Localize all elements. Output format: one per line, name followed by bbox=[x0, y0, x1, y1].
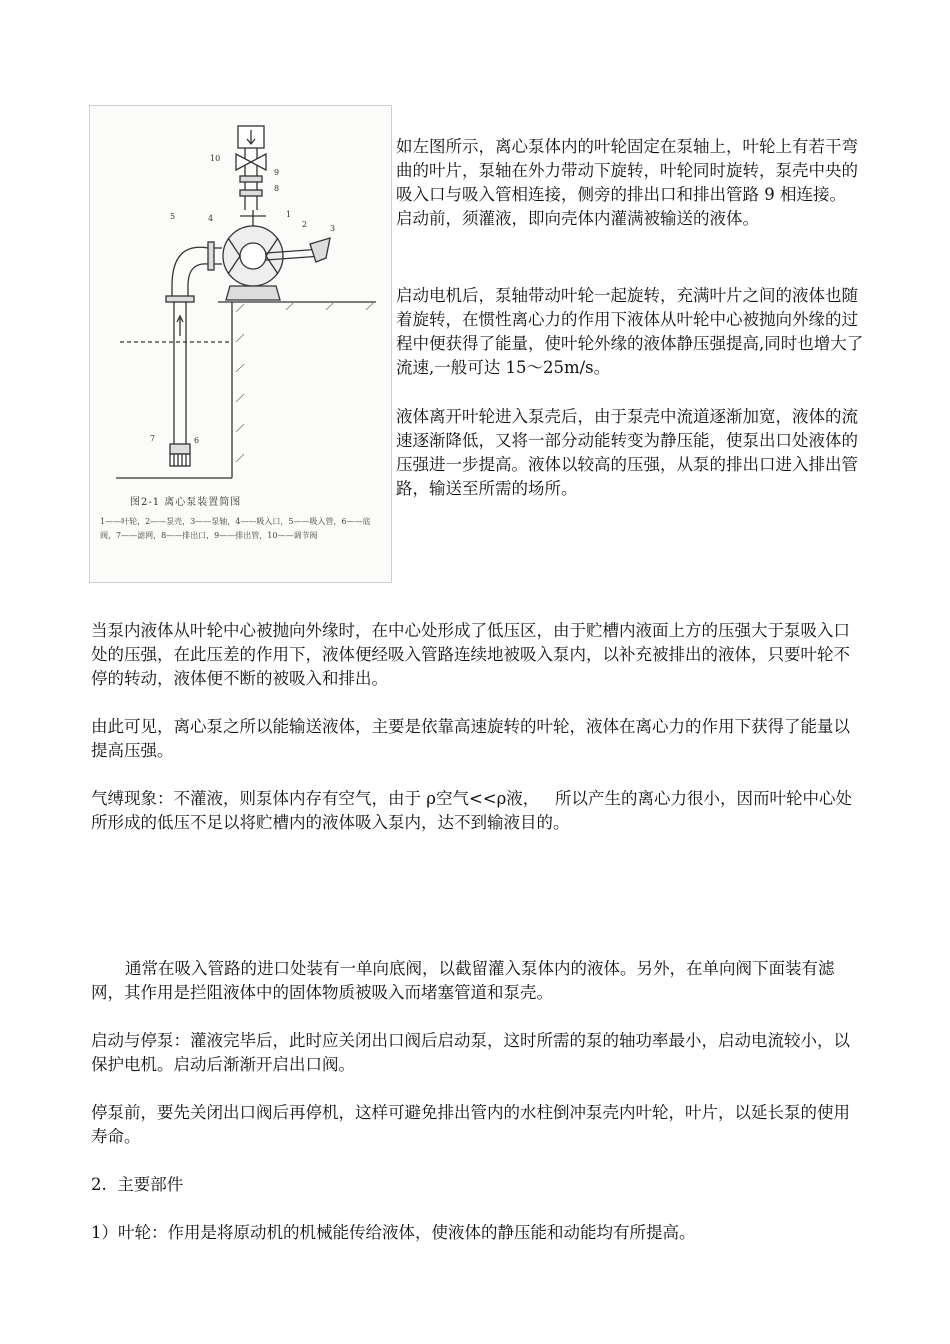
paragraph-foot-valve: 通常在吸入管路的进口处装有一单向底阀，以截留灌入泵体内的液体。另外，在单向阀下面装有滤网，其作用是拦阻液体中的固体物质被吸入而堵塞管道和泵壳。 bbox=[91, 959, 835, 1002]
paragraph-impeller: 1）叶轮：作用是将原动机的机械能传给液体，使液体的静压能和动能均有所提高。 bbox=[91, 1223, 696, 1242]
part-number-label: 6 bbox=[194, 436, 200, 445]
paragraph-start-stop: 启动与停泵：灌液完毕后，此时应关闭出口阀后启动泵，这时所需的泵的轴功率最小，启动电流较小，以保护电机。启动后渐渐开启出口阀。 bbox=[91, 1031, 850, 1074]
paragraph-conclusion: 由此可见，离心泵之所以能输送液体，主要是依靠高速旋转的叶轮，液体在离心力的作用下获得了能量以提高压强。 bbox=[91, 717, 850, 760]
part-number-label: 3 bbox=[330, 224, 336, 233]
part-number-label: 5 bbox=[170, 212, 176, 221]
figure-caption-title: 图2-1 离心泵装置简图 bbox=[130, 497, 242, 508]
part-number-label: 8 bbox=[274, 184, 280, 193]
paragraph-casing-flow: 液体离开叶轮进入泵壳后，由于泵壳中流道逐渐加宽，液体的流速逐渐降低，又将一部分动能转变为静压能，使泵出口处液体的压强进一步提高。液体以较高的压强，从泵的排出口进入排出管路，输送至所需的场所。 bbox=[396, 407, 858, 498]
pump-diagram-drawing bbox=[90, 106, 391, 486]
section-heading-main-parts: 2. 主要部件 bbox=[91, 1175, 184, 1194]
paragraph-start-motor: 启动电机后，泵轴带动叶轮一起旋转，充满叶片之间的液体也随着旋转，在惯性离心力的作用下液体从叶轮中心被抛向外缘的过程中便获得了能量，使叶轮外缘的液体静压强提高,同时也增大了流速,一般可达 15～25m/s。 bbox=[396, 286, 864, 377]
figure-caption-legend: 1——叶轮，2——泵壳，3——泵轴，4——吸入口，5——吸入管，6——底阀，7——滤网，8——排出口，9——排出管，10——调节阀 bbox=[100, 517, 371, 540]
part-number-label: 4 bbox=[208, 214, 214, 223]
paragraph-low-pressure-zone: 当泵内液体从叶轮中心被抛向外缘时，在中心处形成了低压区，由于贮槽内液面上方的压强大于泵吸入口处的压强，在此压差的作用下，液体便经吸入管路连续地被吸入泵内，以补充被排出的液体，只要叶轮不停的转动，液体便不断的被吸入和排出。 bbox=[91, 621, 850, 688]
part-number-label: 7 bbox=[150, 434, 156, 443]
pump-diagram-figure bbox=[89, 105, 392, 583]
part-number-label: 9 bbox=[274, 168, 280, 177]
part-number-label: 10 bbox=[210, 154, 221, 163]
part-number-label: 1 bbox=[286, 210, 292, 219]
paragraph-pump-structure: 如左图所示，离心泵体内的叶轮固定在泵轴上，叶轮上有若干弯曲的叶片，泵轴在外力带动下旋转，叶轮同时旋转，泵壳中央的吸入口与吸入管相连接，侧旁的排出口和排出管路 9 相连接。启动前，须灌液，即向壳体内灌满被输送的液体。 bbox=[396, 137, 858, 228]
part-number-label: 2 bbox=[302, 220, 308, 229]
paragraph-air-binding: 气缚现象：不灌液，则泵体内存有空气，由于 ρ空气<<ρ液， 所以产生的离心力很小，因而叶轮中心处所形成的低压不足以将贮槽内的液体吸入泵内，达不到输液目的。 bbox=[91, 789, 853, 832]
paragraph-before-stop: 停泵前，要先关闭出口阀后再停机，这样可避免排出管内的水柱倒冲泵壳内叶轮，叶片，以延长泵的使用寿命。 bbox=[91, 1103, 850, 1146]
